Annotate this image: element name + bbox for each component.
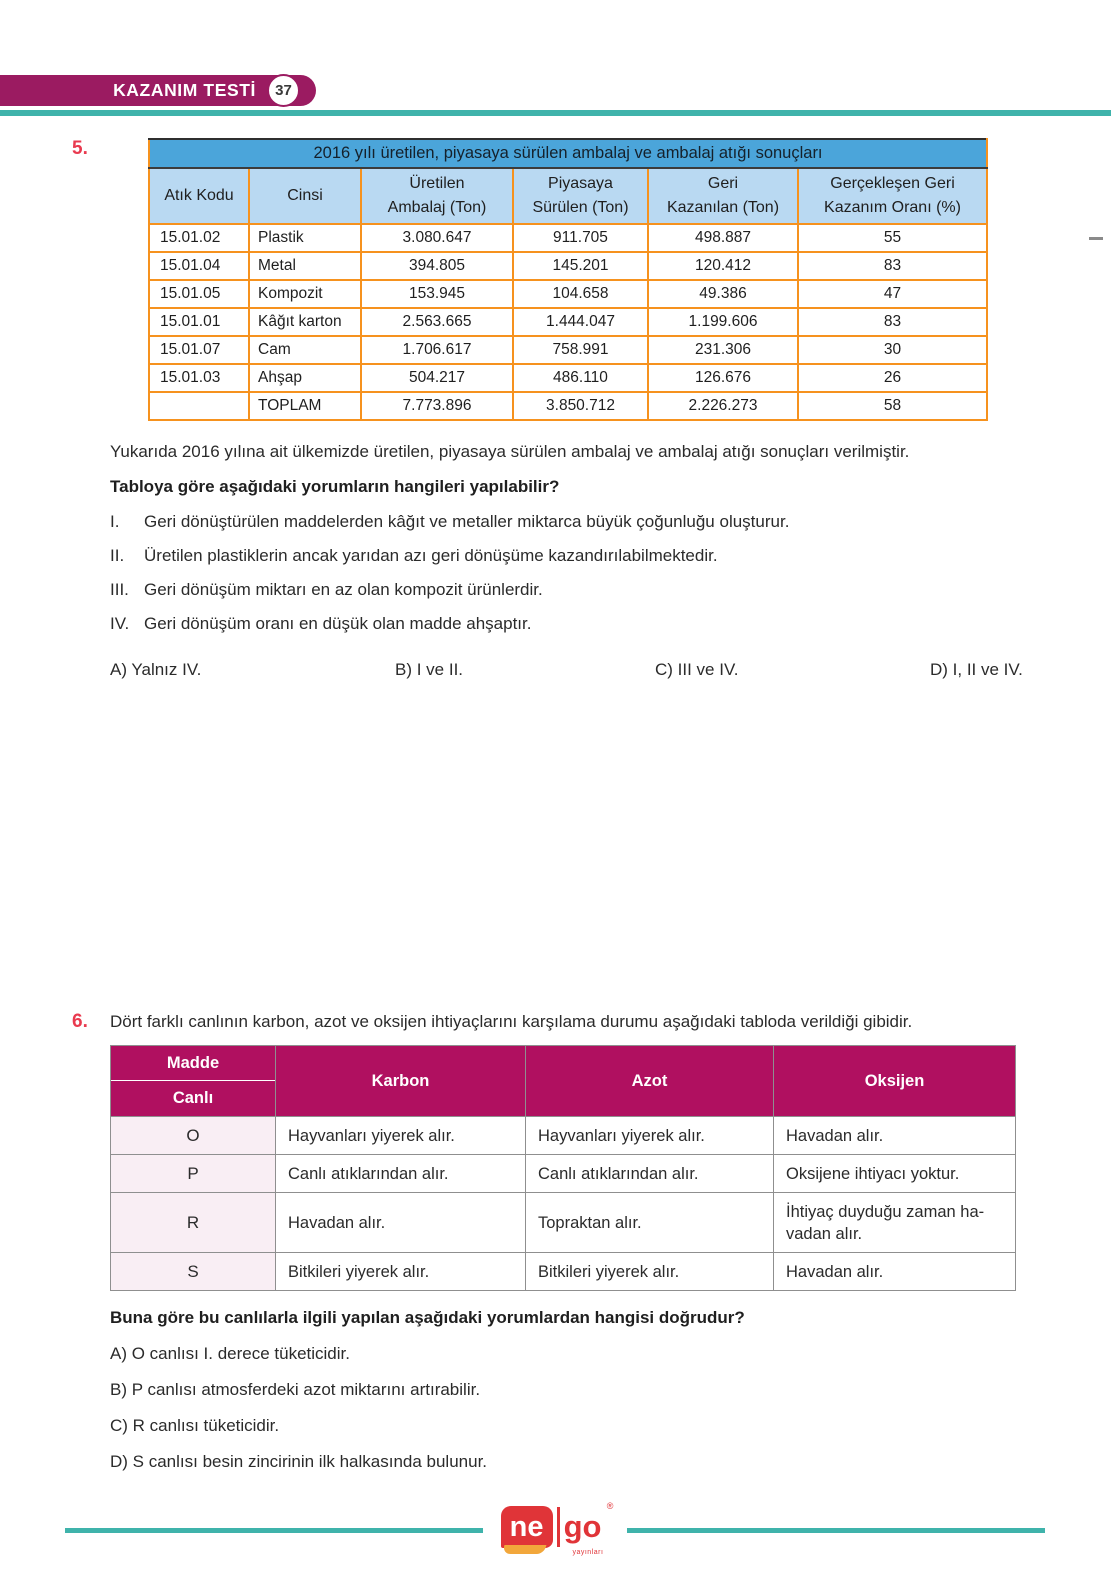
table-cell: Kâğıt karton bbox=[249, 308, 361, 336]
table-cell: 911.705 bbox=[513, 224, 648, 252]
table-cell: Bitkileri yiyerek alır. bbox=[526, 1253, 774, 1291]
statement-1 bbox=[110, 511, 1111, 533]
table-row bbox=[149, 252, 987, 280]
table-cell: 498.887 bbox=[648, 224, 798, 252]
col-header bbox=[648, 168, 798, 224]
question-5-options bbox=[110, 659, 1111, 681]
col-header bbox=[798, 168, 987, 224]
edge-mark bbox=[1089, 237, 1103, 240]
table-row bbox=[149, 280, 987, 308]
table-header-row bbox=[111, 1046, 1016, 1117]
table-cell: 30 bbox=[798, 336, 987, 364]
table-cell: 120.412 bbox=[648, 252, 798, 280]
table-cell: 2.226.273 bbox=[648, 392, 798, 420]
table-cell: 504.217 bbox=[361, 364, 513, 392]
table-cell: 15.01.07 bbox=[149, 336, 249, 364]
table-cell: Ahşap bbox=[249, 364, 361, 392]
table-cell: Havadan alır. bbox=[774, 1253, 1016, 1291]
table-cell: Oksijene ihtiyacı yoktur. bbox=[774, 1155, 1016, 1193]
option-c: C) III ve IV. bbox=[655, 660, 739, 679]
table-cell: 2.563.665 bbox=[361, 308, 513, 336]
table-cell: Canlı atıklarından alır. bbox=[276, 1155, 526, 1193]
table-row bbox=[149, 308, 987, 336]
table-cell: 758.991 bbox=[513, 336, 648, 364]
table-cell: Topraktan alır. bbox=[526, 1193, 774, 1253]
table-cell: 7.773.896 bbox=[361, 392, 513, 420]
option-b: B) I ve II. bbox=[395, 660, 464, 679]
table-row bbox=[149, 364, 987, 392]
table-cell: 153.945 bbox=[361, 280, 513, 308]
col-header-label: Atık Kodu bbox=[164, 187, 234, 204]
statement-numeral: II. bbox=[110, 546, 125, 565]
table-cell: 104.658 bbox=[513, 280, 648, 308]
table-row bbox=[111, 1193, 1016, 1253]
table-cell: Kompozit bbox=[249, 280, 361, 308]
option-c: C) R canlısı tüketicidir. bbox=[110, 1416, 280, 1435]
statement-3 bbox=[110, 579, 1111, 601]
option-a: A) Yalnız IV. bbox=[110, 660, 202, 679]
organisms-table bbox=[110, 1045, 1016, 1291]
table-cell: Havadan alır. bbox=[774, 1117, 1016, 1155]
question-5 bbox=[0, 138, 1111, 421]
col-header bbox=[149, 168, 249, 224]
col-header-karbon: Karbon bbox=[276, 1046, 526, 1117]
table-cell: 15.01.02 bbox=[149, 224, 249, 252]
table-row bbox=[111, 1155, 1016, 1193]
table-cell: 15.01.03 bbox=[149, 364, 249, 392]
table-cell: 1.706.617 bbox=[361, 336, 513, 364]
question-5-number: 5. bbox=[72, 138, 88, 159]
organism-label: P bbox=[111, 1155, 276, 1193]
question-6-intro: Dört farklı canlının karbon, azot ve oksijen ihtiyaçlarını karşılama durumu aşağıdaki tabloda verildiği gibidir. bbox=[110, 1012, 913, 1031]
table-header-row bbox=[149, 168, 987, 224]
table-row-total bbox=[149, 392, 987, 420]
col-header bbox=[361, 168, 513, 224]
logo-go-text: go bbox=[563, 1509, 602, 1544]
table-cell: 83 bbox=[798, 252, 987, 280]
table-cell: 145.201 bbox=[513, 252, 648, 280]
table-cell: Hayvanları yiyerek alır. bbox=[526, 1117, 774, 1155]
statement-2 bbox=[110, 545, 1111, 567]
packaging-table bbox=[148, 138, 988, 421]
table-cell: 126.676 bbox=[648, 364, 798, 392]
option-d: D) I, II ve IV. bbox=[930, 660, 1023, 679]
kazanim-testi-banner bbox=[0, 75, 316, 106]
statement-numeral: IV. bbox=[110, 614, 130, 633]
table-cell: 15.01.05 bbox=[149, 280, 249, 308]
col-header-label: Sürülen (Ton) bbox=[532, 199, 629, 216]
table-title-row bbox=[149, 139, 987, 168]
question-5-prompt: Tabloya göre aşağıdaki yorumların hangileri yapılabilir? bbox=[110, 477, 560, 496]
organism-label: S bbox=[111, 1253, 276, 1291]
table-cell: 1.199.606 bbox=[648, 308, 798, 336]
corner-header bbox=[111, 1046, 276, 1117]
col-header-label: Piyasaya bbox=[548, 175, 613, 192]
table-cell: 486.110 bbox=[513, 364, 648, 392]
table-cell: Cam bbox=[249, 336, 361, 364]
logo-ne-block: ne bbox=[501, 1506, 553, 1548]
question-6-options bbox=[110, 1343, 1111, 1472]
col-header-label: Ambalaj (Ton) bbox=[387, 199, 487, 216]
test-number-badge: 37 bbox=[267, 74, 300, 107]
corner-header-canli: Canlı bbox=[172, 1089, 214, 1107]
table-cell: 55 bbox=[798, 224, 987, 252]
table-cell: 49.386 bbox=[648, 280, 798, 308]
statement-4 bbox=[110, 613, 1111, 635]
table-row bbox=[149, 224, 987, 252]
table-cell: 26 bbox=[798, 364, 987, 392]
statement-text: Üretilen plastiklerin ancak yarıdan azı geri dönüşüme kazandırılabilmektedir. bbox=[144, 546, 718, 565]
table-cell: 15.01.04 bbox=[149, 252, 249, 280]
nego-logo bbox=[499, 1502, 612, 1558]
col-header-label: Kazanım Oranı (%) bbox=[824, 199, 961, 216]
organism-label: R bbox=[111, 1193, 276, 1253]
table-cell bbox=[149, 392, 249, 420]
col-header-label: Kazanılan (Ton) bbox=[666, 199, 780, 216]
table-row bbox=[111, 1253, 1016, 1291]
page-header bbox=[0, 0, 1111, 116]
table-cell: 58 bbox=[798, 392, 987, 420]
statement-text: Geri dönüşüm oranı en düşük olan madde ahşaptır. bbox=[144, 614, 532, 633]
organism-label: O bbox=[111, 1117, 276, 1155]
table-cell: Bitkileri yiyerek alır. bbox=[276, 1253, 526, 1291]
statement-numeral: I. bbox=[110, 512, 120, 531]
table-cell: 1.444.047 bbox=[513, 308, 648, 336]
option-a: A) O canlısı I. derece tüketicidir. bbox=[110, 1344, 350, 1363]
statement-numeral: III. bbox=[110, 580, 129, 599]
logo-book-spine bbox=[557, 1507, 560, 1547]
table-cell: 15.01.01 bbox=[149, 308, 249, 336]
table-row bbox=[111, 1117, 1016, 1155]
question-6-number: 6. bbox=[72, 1011, 88, 1032]
footer-divider-right bbox=[627, 1528, 1045, 1533]
col-header-label: Cinsi bbox=[287, 187, 323, 204]
table-cell: Plastik bbox=[249, 224, 361, 252]
table-cell: 231.306 bbox=[648, 336, 798, 364]
table-row bbox=[149, 336, 987, 364]
table-cell: TOPLAM bbox=[249, 392, 361, 420]
table-cell: 47 bbox=[798, 280, 987, 308]
col-header bbox=[513, 168, 648, 224]
question-6-prompt: Buna göre bu canlılarla ilgili yapılan aşağıdaki yorumlardan hangisi doğrudur? bbox=[110, 1308, 745, 1327]
col-header-label: Geri bbox=[707, 175, 739, 192]
option-b: B) P canlısı atmosferdeki azot miktarını artırabilir. bbox=[110, 1380, 481, 1399]
col-header bbox=[249, 168, 361, 224]
col-header-label: Gerçekleşen Geri bbox=[830, 175, 955, 192]
table-cell: Hayvanları yiyerek alır. bbox=[276, 1117, 526, 1155]
footer-divider-left bbox=[65, 1528, 483, 1533]
table-cell: Canlı atıklarından alır. bbox=[526, 1155, 774, 1193]
table-cell: 3.080.647 bbox=[361, 224, 513, 252]
table-title: 2016 yılı üretilen, piyasaya sürülen ambalaj ve ambalaj atığı sonuçları bbox=[149, 139, 987, 168]
statement-text: Geri dönüştürülen maddelerden kâğıt ve metaller miktarca büyük çoğunluğu oluşturur. bbox=[144, 512, 790, 531]
statement-text: Geri dönüşüm miktarı en az olan kompozit ürünlerdir. bbox=[144, 580, 543, 599]
question-5-statements bbox=[110, 511, 1111, 635]
question-6 bbox=[0, 1011, 1111, 1033]
banner-title: KAZANIM TESTİ bbox=[113, 80, 256, 100]
table-cell: Metal bbox=[249, 252, 361, 280]
col-header-label: Üretilen bbox=[409, 175, 465, 192]
col-header-azot: Azot bbox=[526, 1046, 774, 1117]
table-cell: 3.850.712 bbox=[513, 392, 648, 420]
table-cell: 394.805 bbox=[361, 252, 513, 280]
logo-subtext: yayınları bbox=[572, 1549, 604, 1556]
table-cell: Havadan alır. bbox=[276, 1193, 526, 1253]
table-cell: İhtiyaç duyduğu zaman ha-vadan alır. bbox=[774, 1193, 1016, 1253]
option-d: D) S canlısı besin zincirinin ilk halkasında bulunur. bbox=[110, 1452, 488, 1471]
col-header-oksijen: Oksijen bbox=[774, 1046, 1016, 1117]
registered-mark: ® bbox=[606, 1501, 614, 1511]
page-footer bbox=[65, 1502, 1045, 1558]
question-5-intro: Yukarıda 2016 yılına ait ülkemizde üretilen, piyasaya sürülen ambalaj ve ambalaj atığı sonuçları verilmiştir. bbox=[110, 442, 910, 461]
teal-divider bbox=[0, 110, 1111, 116]
corner-header-madde: Madde bbox=[111, 1046, 275, 1081]
table-cell: 83 bbox=[798, 308, 987, 336]
